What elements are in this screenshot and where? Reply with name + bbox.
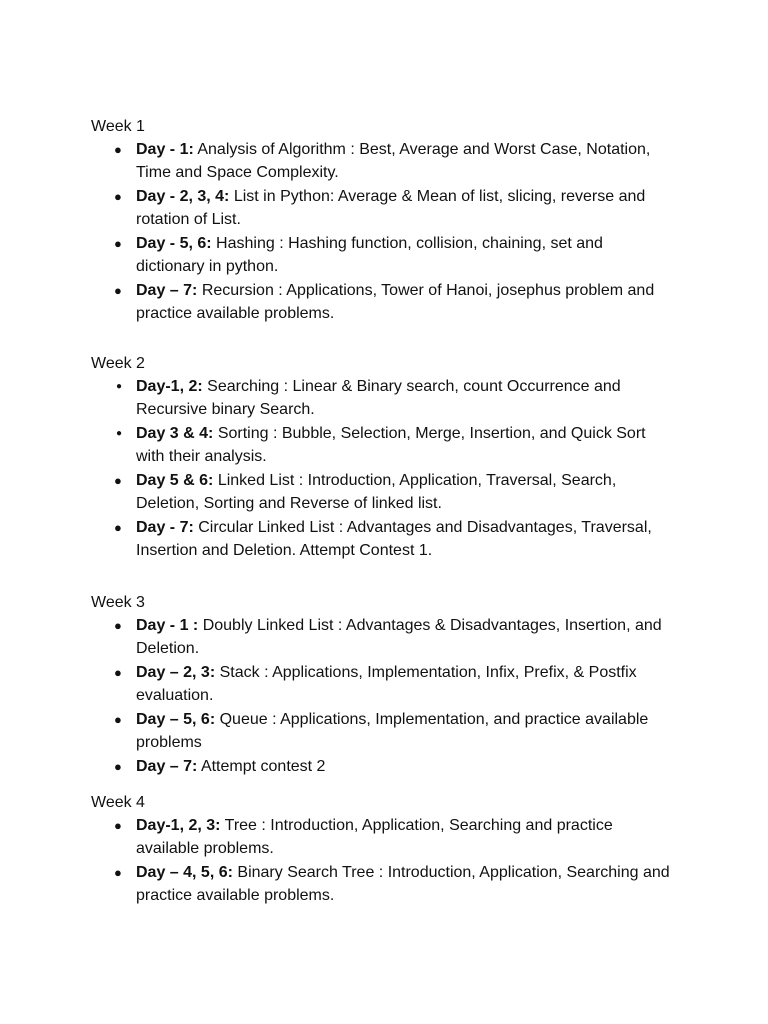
week-3-section bbox=[91, 593, 711, 781]
day-topic: Doubly Linked List : Advantages & Disadvantages, Insertion, and Deletion. bbox=[136, 617, 662, 657]
bullet-icon: ● bbox=[116, 381, 123, 392]
day-list bbox=[91, 615, 711, 779]
bullet-icon: ● bbox=[114, 142, 122, 157]
week-2-section bbox=[91, 354, 711, 564]
day-label: Day - 5, 6: bbox=[136, 235, 212, 252]
week-1-section bbox=[91, 117, 711, 327]
day-topic: Hashing : Hashing function, collision, chaining, set and dictionary in python. bbox=[136, 235, 603, 275]
list-item bbox=[114, 517, 711, 562]
day-topic: Attempt contest 2 bbox=[197, 758, 326, 775]
week-title: Week 1 bbox=[91, 118, 145, 135]
bullet-icon: ● bbox=[114, 618, 122, 633]
day-label: Day 3 & 4: bbox=[136, 425, 214, 442]
day-label: Day – 4, 5, 6: bbox=[136, 864, 233, 881]
day-topic: Linked List : Introduction, Application, Traversal, Search, Deletion, Sorting and Reverse of linked list. bbox=[136, 472, 617, 512]
day-topic: Sorting : Bubble, Selection, Merge, Insertion, and Quick Sort with their analysis. bbox=[136, 425, 646, 465]
day-topic: Searching : Linear & Binary search, count Occurrence and Recursive binary Search. bbox=[136, 378, 621, 418]
list-item bbox=[114, 756, 711, 779]
list-item bbox=[114, 862, 711, 907]
day-label: Day – 2, 3: bbox=[136, 664, 216, 681]
bullet-icon: ● bbox=[114, 665, 122, 680]
list-item bbox=[114, 815, 711, 860]
list-item bbox=[114, 186, 711, 231]
day-label: Day - 2, 3, 4: bbox=[136, 188, 230, 205]
week-title: Week 3 bbox=[91, 594, 145, 611]
day-label: Day – 7: bbox=[136, 758, 198, 775]
bullet-icon: ● bbox=[114, 236, 122, 251]
day-topic: Tree : Introduction, Application, Searching and practice available problems. bbox=[136, 817, 613, 857]
day-list bbox=[91, 376, 711, 562]
day-label: Day-1, 2, 3: bbox=[136, 817, 221, 834]
bullet-icon: ● bbox=[114, 865, 122, 880]
bullet-icon: ● bbox=[114, 759, 122, 774]
list-item bbox=[114, 470, 711, 515]
list-item bbox=[114, 662, 711, 707]
day-label: Day – 5, 6: bbox=[136, 711, 216, 728]
day-label: Day - 1: bbox=[136, 141, 194, 158]
bullet-icon: ● bbox=[114, 283, 122, 298]
bullet-icon: ● bbox=[114, 712, 122, 727]
list-item bbox=[114, 709, 711, 754]
bullet-icon: ● bbox=[114, 189, 122, 204]
day-label: Day - 1 : bbox=[136, 617, 199, 634]
list-item bbox=[114, 280, 711, 325]
bullet-icon: ● bbox=[114, 473, 122, 488]
list-item bbox=[114, 139, 711, 184]
day-label: Day-1, 2: bbox=[136, 378, 203, 395]
list-item bbox=[116, 376, 711, 421]
list-item bbox=[114, 233, 711, 278]
week-4-section bbox=[91, 793, 711, 909]
day-topic: Queue : Applications, Implementation, and practice available problems bbox=[136, 711, 649, 751]
day-list bbox=[91, 139, 711, 325]
day-label: Day 5 & 6: bbox=[136, 472, 214, 489]
day-topic: Stack : Applications, Implementation, Infix, Prefix, & Postfix evaluation. bbox=[136, 664, 637, 704]
bullet-icon: ● bbox=[116, 428, 123, 439]
day-topic: Circular Linked List : Advantages and Disadvantages, Traversal, Insertion and Deletion. Attempt Contest 1. bbox=[136, 519, 652, 559]
bullet-icon: ● bbox=[114, 520, 122, 535]
day-label: Day – 7: bbox=[136, 282, 198, 299]
day-topic: Binary Search Tree : Introduction, Application, Searching and practice available problems. bbox=[136, 864, 670, 904]
day-label: Day - 7: bbox=[136, 519, 194, 536]
week-title: Week 2 bbox=[91, 355, 145, 372]
day-topic: Analysis of Algorithm : Best, Average and Worst Case, Notation, Time and Space Complexity. bbox=[136, 141, 651, 181]
bullet-icon: ● bbox=[114, 818, 122, 833]
day-topic: Recursion : Applications, Tower of Hanoi, josephus problem and practice available problems. bbox=[136, 282, 655, 322]
list-item bbox=[116, 423, 711, 468]
day-list bbox=[91, 815, 711, 907]
day-topic: List in Python: Average & Mean of list, slicing, reverse and rotation of List. bbox=[136, 188, 646, 228]
week-title: Week 4 bbox=[91, 794, 145, 811]
list-item bbox=[114, 615, 711, 660]
